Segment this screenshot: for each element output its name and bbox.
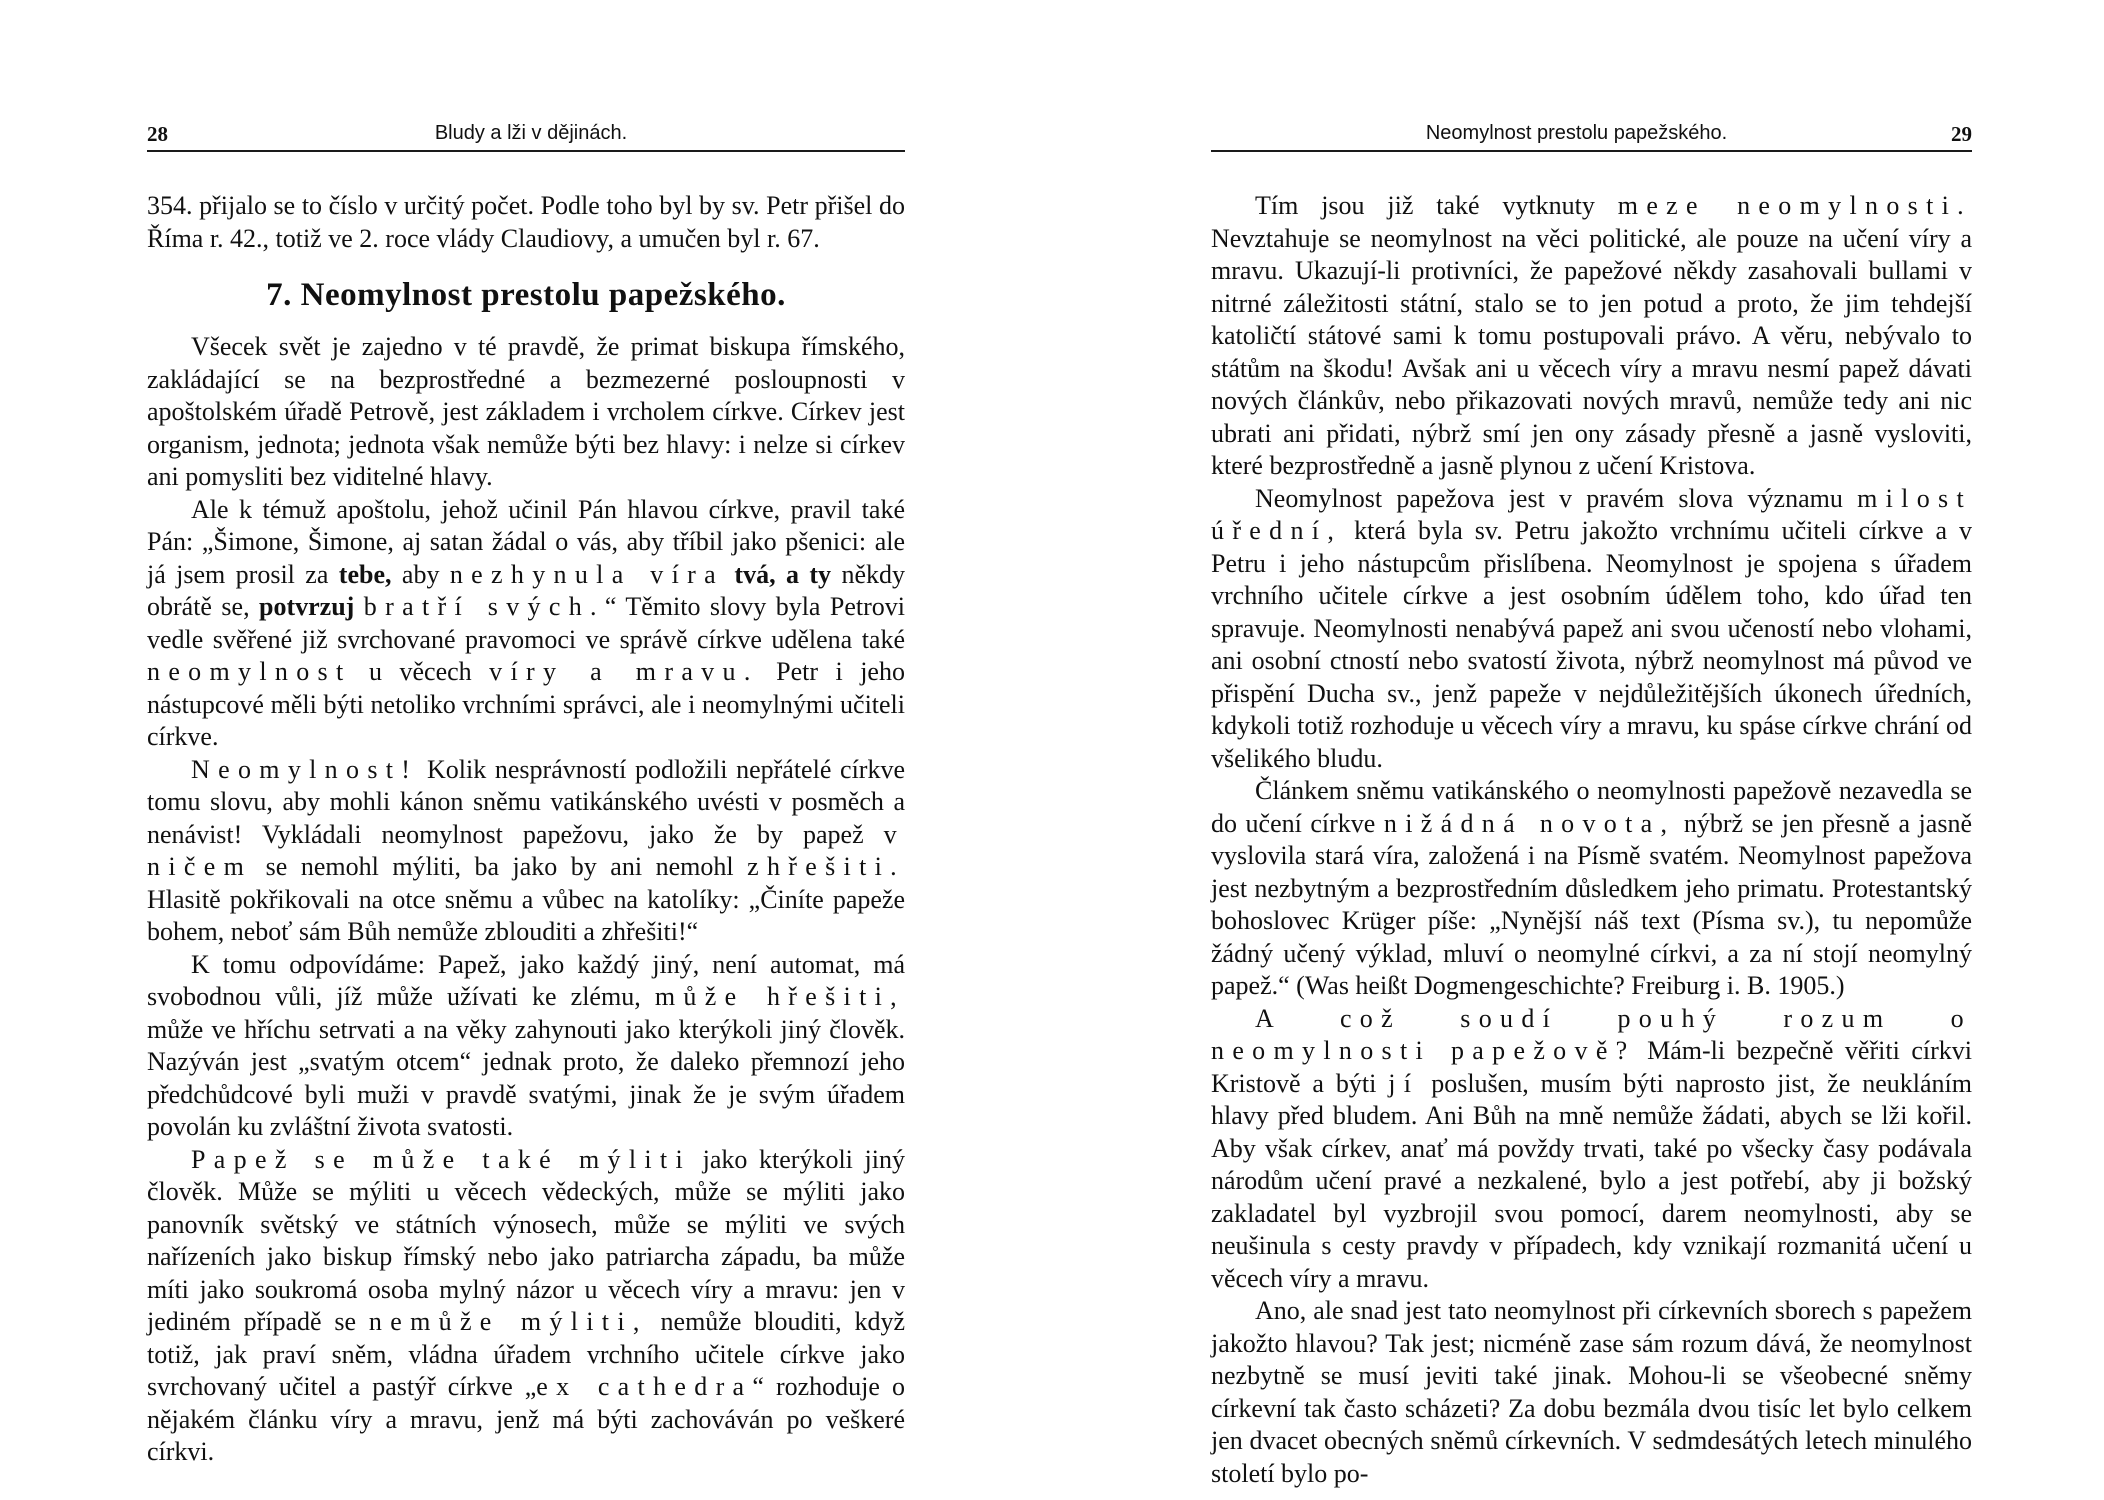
paragraph: A což soudí pouhý rozum o neomylnosti papežově? Mám-li bezpečně věřiti církvi Kristově a býti jí poslušen, musím býti naprosto jist, že neukláním hlavy před bludem. Ani Bůh na mně nemůže žádati, abych se lži kořil. Aby však církev, anať má povždy trvati, také po všecky časy podávala národům učení pravé a nezkalené, bylo a jest potřebí, aby ji božský zakladatel byl vyzbrojil svou pomocí, darem neomylnosti, aby se neušinula s cesty pravdy v případech, kdy vznikají rozmanitá učení u věcech víry a mravu. — [1211, 1003, 1972, 1293]
right-page — [1211, 0, 1972, 1500]
paragraph: K tomu odpovídáme: Papež, jako každý jiný, není automat, má svobodnou vůli, jíž může užívati ke zlému, může hřešiti, může ve hříchu setrvati a na věky zahynouti jako kterýkoli jiný člověk. Nazýván jest „svatým otcem“ jednak proto, že daleko přemnozí jeho předchůdcové byli muži v pravdě svatými, jinak že je svým úřadem povolán ku zvláštní života svatosti. — [147, 949, 905, 1141]
running-title: Neomylnost prestolu papežského. — [1425, 122, 1728, 144]
left-page — [147, 0, 905, 1500]
paragraph: Všecek svět je zajedno v té pravdě, že primat biskupa římského, zakládající se na bezprostředné a bezmezerné posloupnosti v apoštolském úřadě Petrově, jest základem i vrcholem církve. Církev jest organism, jednota; jednota však nemůže býti bez hlavy: i nelze si církev ani pomysliti bez viditelné hlavy. — [147, 332, 905, 491]
paragraph: Ano, ale snad jest tato neomylnost při církevních sborech s papežem jakožto hlavou? Tak jest; nicméně zase sám rozum dává, že neomylnost nezbytně se musí jeviti také jinak. Mohou-li se všeobecné sněmy církevní tak často scházeti? Za dobu bezmála dvou tisíc let bylo celkem jen dvacet obecných sněmů církevních. V sedmdesátých letech minulého století bylo po- — [1211, 1296, 1972, 1488]
paragraph-continuation: 354. přijalo se to číslo v určitý počet. Podle toho byl by sv. Petr přišel do Říma r. 42., totiž ve 2. roce vlády Claudiovy, a umučen byl r. 67. — [147, 191, 905, 253]
paragraph: Článkem sněmu vatikánského o neomylnosti papežově nezavedla se do učení církve nižádná novota, nýbrž se jen přesně a jasně vyslovila stará víra, založená i na Písmě svatém. Neomylnost papežova jest nezbytným a bezprostředním důsledkem jeho primatu. Protestantský bohoslovec Krüger píše: „Nynější náš text (Písma sv.), tu nepomůže žádný učený výklad, mluví o neomylné církvi, a za ní stojí neomylný papež.“ (Was heißt Dogmengeschichte? Freiburg i. B. 1905.) — [1211, 776, 1972, 1000]
chapter-title: 7. Neomylnost prestolu papežského. — [266, 277, 786, 313]
running-title: Bludy a lži v dějinách. — [434, 122, 628, 144]
paragraph: Ale k témuž apoštolu, jehož učinil Pán hlavou církve, pravil také Pán: „Šimone, Šimone, aj satan žádal o vás, aby tříbil jako pšenici: ale já jsem prosil za tebe, aby nezhynula víra tvá, a ty někdy obrátě se, potvrzuj bratří svých.“ Těmito slovy byla Petrovi vedle svěřené již svrchované pravomoci ve správě církve udělena také neomylnost u věcech víry a mravu. Petr i jeho nástupcové měli býti netoliko vrchními správci, ale i neomylnými učiteli církve. — [147, 494, 906, 751]
paragraph: Papež se může také mýliti jako kterýkoli jiný člověk. Může se mýliti u věcech vědeckých, může se mýliti jako panovník světský ve státních výnosech, může se mýliti ve svých nařízeních jako biskup římský nebo jako patriarcha západu, ba může míti jako soukromá osoba mylný názor u věcech víry a mravu: jen v jediném případě se nemůže mýliti, nemůže blouditi, když totiž, jak praví sněm, vládna úřadem vrchního učitele církve jako svrchovaný učitel a pastýř církve „ex cathedra“ rozhoduje o nějakém článku víry a mravu, jenž má býti zachováván po veškeré církvi. — [147, 1144, 906, 1466]
running-head — [147, 120, 905, 152]
page-body — [1211, 190, 1972, 1490]
running-head — [1211, 120, 1972, 152]
paragraph: Tím jsou již také vytknuty meze neomylnosti. Nevztahuje se neomylnost na věci politické, ale pouze na učení víry a mravu. Ukazují-li protivníci, že papežové někdy zasahovali bullami v nitrné záležitosti státní, stalo se to jen potud a proto, že jim tehdejší katoličtí státové sami k tomu postupovali právo. A věru, nebývalo to státům na škodu! Avšak ani u věcech víry a mravu nesmí papež dávati nových článkův, nebo přikazovati nových mravů, nemůže tedy ani nic ubrati ani přidati, nýbrž smí jen ony zásady přesně a jasně vysloviti, které bezprostředně a jasně plynou z učení Kristova. — [1211, 191, 1972, 480]
paragraph: Neomylnost papežova jest v pravém slova významu milost úřední, která byla sv. Petru jakožto vrchnímu učiteli církve a v Petru i jeho nástupcům přislíbena. Neomylnost je spojena s úřadem vrchního učitele církve a jest osobním údělem toho, kdo úřad ten spravuje. Neomylnosti nenabývá papež ani svou učeností nebo vlohami, ani osobní ctností nebo svatostí života, nýbrž neomylnost má původ ve přispění Ducha sv., jenž papeže v nejdůležitějších úkonech úředních, kdykoli totiž rozhoduje u věcech víry a mravu, ku spáse církve chrání od všelikého bludu. — [1211, 483, 1972, 773]
page-number: 29 — [1951, 122, 1972, 146]
paragraph: Neomylnost! Kolik nesprávností podložili nepřátelé církve tomu slovu, aby mohli kánon sněmu vatikánského uvésti v posměch a nenávist! Vykládali neomylnost papežovu, jako že by papež v ničem se nemohl mýliti, ba jako by ani nemohl zhřešiti. Hlasitě pokřikovali na otce sněmu a vůbec na katolíky: „Činíte papeže bohem, neboť sám Bůh nemůže zblouditi a zhřešiti!“ — [147, 754, 905, 946]
page-body — [147, 190, 905, 1469]
page-number: 28 — [147, 122, 168, 146]
